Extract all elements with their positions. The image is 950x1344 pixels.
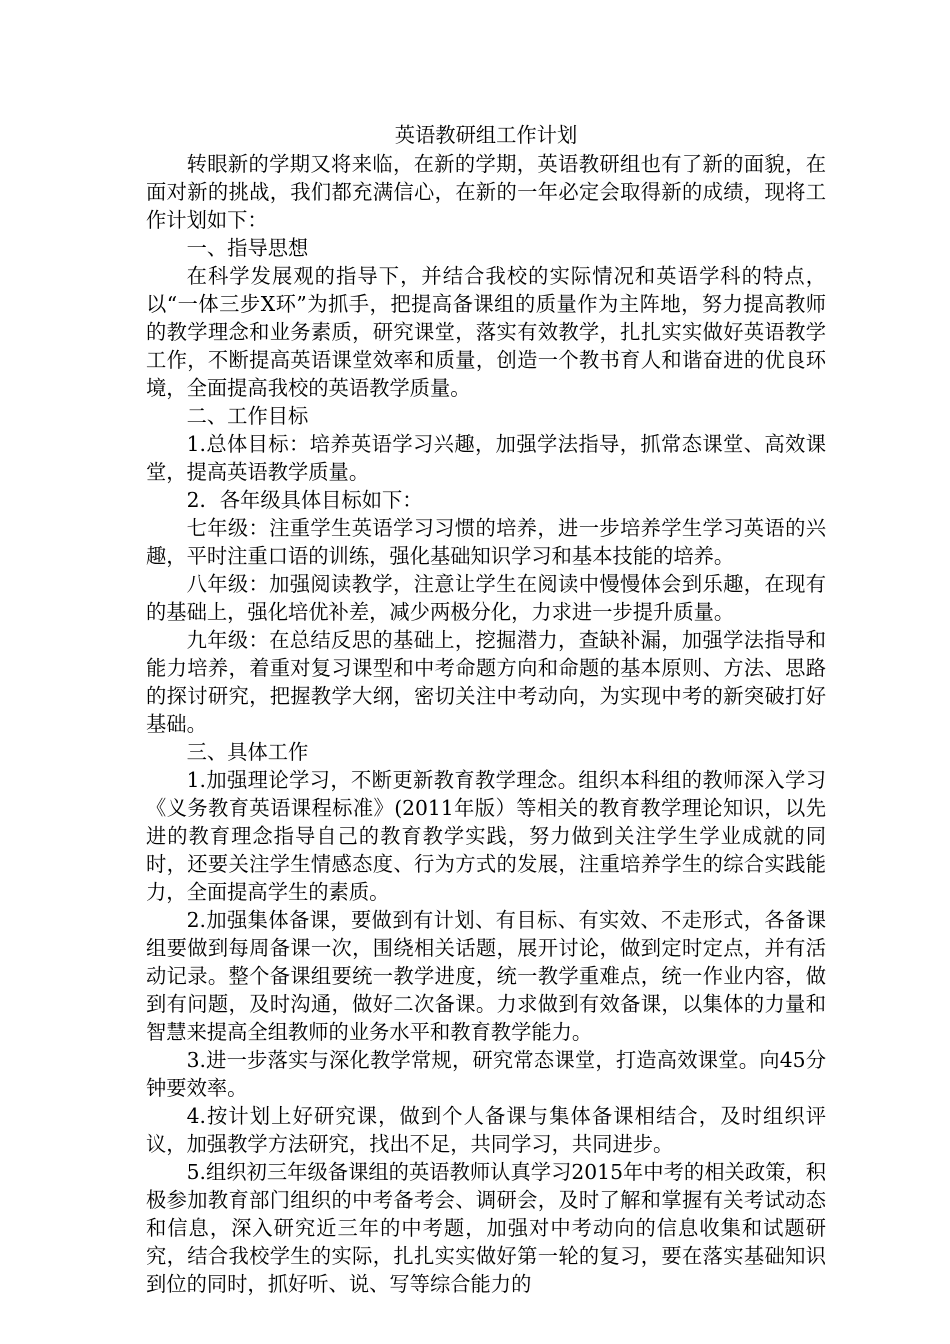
paragraph-grade-9: 九年级：在总结反思的基础上，挖掘潜力，查缺补漏，加强学法指导和能力培养，着重对复习课型和中考命题方向和命题的基本原则、方法、思路的探讨研究，把握教学大纲，密切关注中考动向，为实现中考的新突破打好基础。 [146,628,826,736]
document-page [146,120,826,1298]
paragraph-work-item-1: 1.加强理论学习，不断更新教育教学理念。组织本科组的教师深入学习《义务教育英语课程标准》(2011年版）等相关的教育教学理论知识，以先进的教育理念指导自己的教育教学实践，努力做到关注学生学业成就的同时，还要关注学生情感态度、行为方式的发展，注重培养学生的综合实践能力，全面提高学生的素质。 [146,768,826,904]
document-title: 英语教研组工作计划 [394,123,578,147]
paragraph-guiding-thought: 在科学发展观的指导下，并结合我校的实际情况和英语学科的特点，以“一体三步X环”为抓手，把提高备课组的质量作为主阵地，努力提高教师的教学理念和业务素质，研究课堂，落实有效教学，扎扎实实做好英语教学工作，不断提高英语课堂效率和质量，创造一个教书育人和谐奋进的优良环境，全面提高我校的英语教学质量。 [146,264,826,400]
section-heading-specific-work: 三、具体工作 [186,740,309,764]
paragraph-intro: 转眼新的学期又将来临，在新的学期，英语教研组也有了新的面貌，在面对新的挑战，我们都充满信心，在新的一年必定会取得新的成绩，现将工作计划如下： [146,152,826,232]
section-heading-work-goals: 二、工作目标 [186,404,309,428]
paragraph-grade-goals-intro: 2．各年级具体目标如下： [186,488,423,512]
paragraph-grade-8: 八年级：加强阅读教学，注意让学生在阅读中慢慢体会到乐趣，在现有的基础上，强化培优补差，减少两极分化，力求进一步提升质量。 [146,572,826,624]
section-heading-guiding-thought: 一、指导思想 [186,236,309,260]
paragraph-work-item-2: 2.加强集体备课，要做到有计划、有目标、有实效、不走形式，各备课组要做到每周备课一次，围绕相关话题，展开讨论，做到定时定点，并有活动记录。整个备课组要统一教学进度，统一教学重难点，统一作业内容，做到有问题，及时沟通，做好二次备课。力求做到有效备课，以集体的力量和智慧来提高全组教师的业务水平和教育教学能力。 [146,908,826,1044]
paragraph-overall-goal: 1.总体目标：培养英语学习兴趣，加强学法指导，抓常态课堂、高效课堂，提高英语教学质量。 [146,432,826,484]
paragraph-grade-7: 七年级：注重学生英语学习习惯的培养，进一步培养学生学习英语的兴趣，平时注重口语的训练，强化基础知识学习和基本技能的培养。 [146,516,826,568]
paragraph-work-item-5: 5.组织初三年级备课组的英语教师认真学习2015年中考的相关政策，积极参加教育部门组织的中考备考会、调研会，及时了解和掌握有关考试动态和信息，深入研究近三年的中考题，加强对中考动向的信息收集和试题研究，结合我校学生的实际，扎扎实实做好第一轮的复习，要在落实基础知识到位的同时，抓好听、说、写等综合能力的 [146,1160,826,1296]
paragraph-work-item-3: 3.进一步落实与深化教学常规，研究常态课堂，打造高效课堂。向45分钟要效率。 [146,1048,826,1100]
paragraph-work-item-4: 4.按计划上好研究课，做到个人备课与集体备课相结合，及时组织评议，加强教学方法研究，找出不足，共同学习，共同进步。 [146,1104,826,1156]
